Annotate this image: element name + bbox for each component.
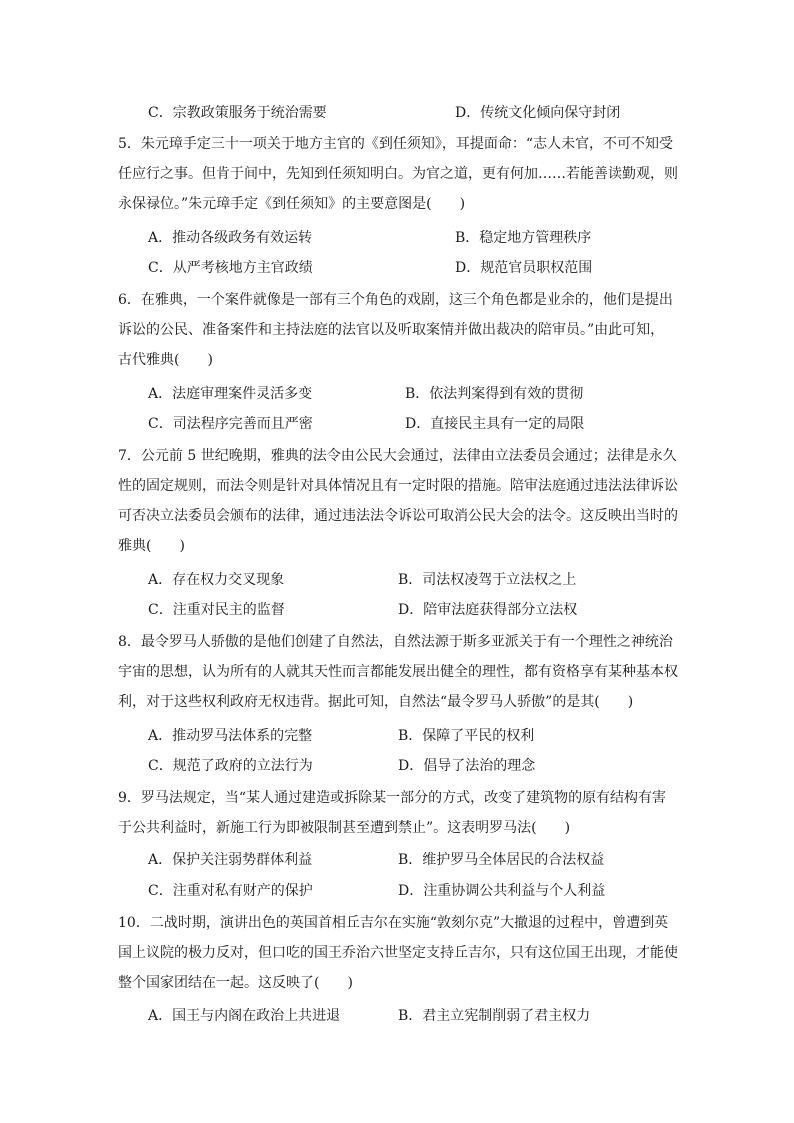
option-c: C．注重对民主的监督 bbox=[148, 602, 285, 618]
question-text-line: 10．二战时期，演讲出色的英国首相丘吉尔在实施“敦刻尔克”大撤退的过程中，曾遭到英 bbox=[118, 915, 669, 931]
question-text-line: 5．朱元璋手定三十一项关于地方主官的《到任须知》，耳提面命：“志人未官，不可不知受 bbox=[118, 136, 674, 152]
option-a: A．推动各级政务有效运转 bbox=[148, 230, 313, 246]
option-a: A．国王与内阁在政治上共进退 bbox=[148, 1008, 341, 1024]
question-text-line: 雅典( ) bbox=[118, 538, 185, 554]
option-a: A．存在权力交叉现象 bbox=[148, 572, 285, 588]
question-text-line: 国上议院的极力反对，但口吃的国王乔治六世坚定支持丘吉尔，只有这位国王出现，才能使 bbox=[118, 945, 678, 961]
question-text-line: 性的固定规则，而法令则是针对具体情况且有一定时限的措施。陪审法庭通过违法法律诉讼 bbox=[118, 478, 678, 494]
question-text-line: 宇宙的思想，认为所有的人就其天性而言都能发展出健全的理性，都有资格享有某种基本权 bbox=[118, 664, 678, 680]
option-a: A．推动罗马法体系的完整 bbox=[148, 728, 313, 744]
option-d: D．陪审法庭获得部分立法权 bbox=[398, 602, 578, 618]
option-c: C．规范了政府的立法行为 bbox=[148, 758, 313, 774]
option-b: B．稳定地方管理秩序 bbox=[455, 230, 592, 246]
option-d: D．规范官员职权范围 bbox=[455, 260, 593, 276]
question-text-line: 可否决立法委员会颁布的法律，通过违法法令诉讼可取消公民大会的法令。这反映出当时的 bbox=[118, 508, 678, 524]
question-text-line: 于公共利益时，新施工行为即被限制甚至遭到禁止”。这表明罗马法( ) bbox=[118, 820, 571, 836]
question-text-line: 利，对于这些权利政府无权违背。据此可知，自然法“最令罗马人骄傲”的是其( ) bbox=[118, 694, 634, 710]
question-text-line: 7．公元前 5 世纪晚期，雅典的法令由公民大会通过，法律由立法委员会通过；法律是永久 bbox=[118, 448, 677, 464]
question-text-line: 古代雅典( ) bbox=[118, 352, 213, 368]
question-text-line: 整个国家团结在一起。这反映了( ) bbox=[118, 975, 353, 991]
question-text-line: 8．最令罗马人骄傲的是他们创建了自然法，自然法源于斯多亚派关于有一个理性之神统治 bbox=[118, 634, 673, 650]
option-c: C．宗教政策服务于统治需要 bbox=[148, 105, 327, 121]
question-text-line: 6．在雅典，一个案件就像是一部有三个角色的戏剧，这三个角色都是业余的，他们是提出 bbox=[118, 292, 673, 308]
option-b: B．司法权凌驾于立法权之上 bbox=[398, 572, 577, 588]
question-text-line: 任应行之事。但肯于间中，先知到任须知明白。为官之道，更有何加……若能善读勤观，则 bbox=[118, 166, 678, 182]
option-a: A．法庭审理案件灵活多变 bbox=[148, 386, 313, 402]
option-c: C．从严考核地方主官政绩 bbox=[148, 260, 313, 276]
option-d: D．倡导了法治的理念 bbox=[398, 758, 536, 774]
option-d: D．注重协调公共利益与个人利益 bbox=[398, 883, 606, 899]
option-c: C．注重对私有财产的保护 bbox=[148, 883, 313, 899]
option-b: B．君主立宪制削弱了君主权力 bbox=[398, 1008, 591, 1024]
question-text-line: 诉讼的公民、准备案件和主持法庭的法官以及听取案情并做出裁决的陪审员。”由此可知， bbox=[118, 322, 665, 338]
option-b: B．依法判案得到有效的贯彻 bbox=[405, 386, 584, 402]
option-d: D．直接民主具有一定的局限 bbox=[405, 416, 585, 432]
question-text-line: 9．罗马法规定，当“某人通过建造或拆除某一部分的方式，改变了建筑物的原有结构有害 bbox=[118, 790, 667, 806]
option-c: C．司法程序完善而且严密 bbox=[148, 416, 313, 432]
option-b: B．维护罗马全体居民的合法权益 bbox=[398, 852, 605, 868]
question-text-line: 永保禄位。”朱元璋手定《到任须知》的主要意图是( ) bbox=[118, 196, 466, 212]
option-b: B．保障了平民的权利 bbox=[398, 728, 535, 744]
option-d: D．传统文化倾向保守封闭 bbox=[455, 105, 621, 121]
option-a: A．保护关注弱势群体利益 bbox=[148, 852, 313, 868]
